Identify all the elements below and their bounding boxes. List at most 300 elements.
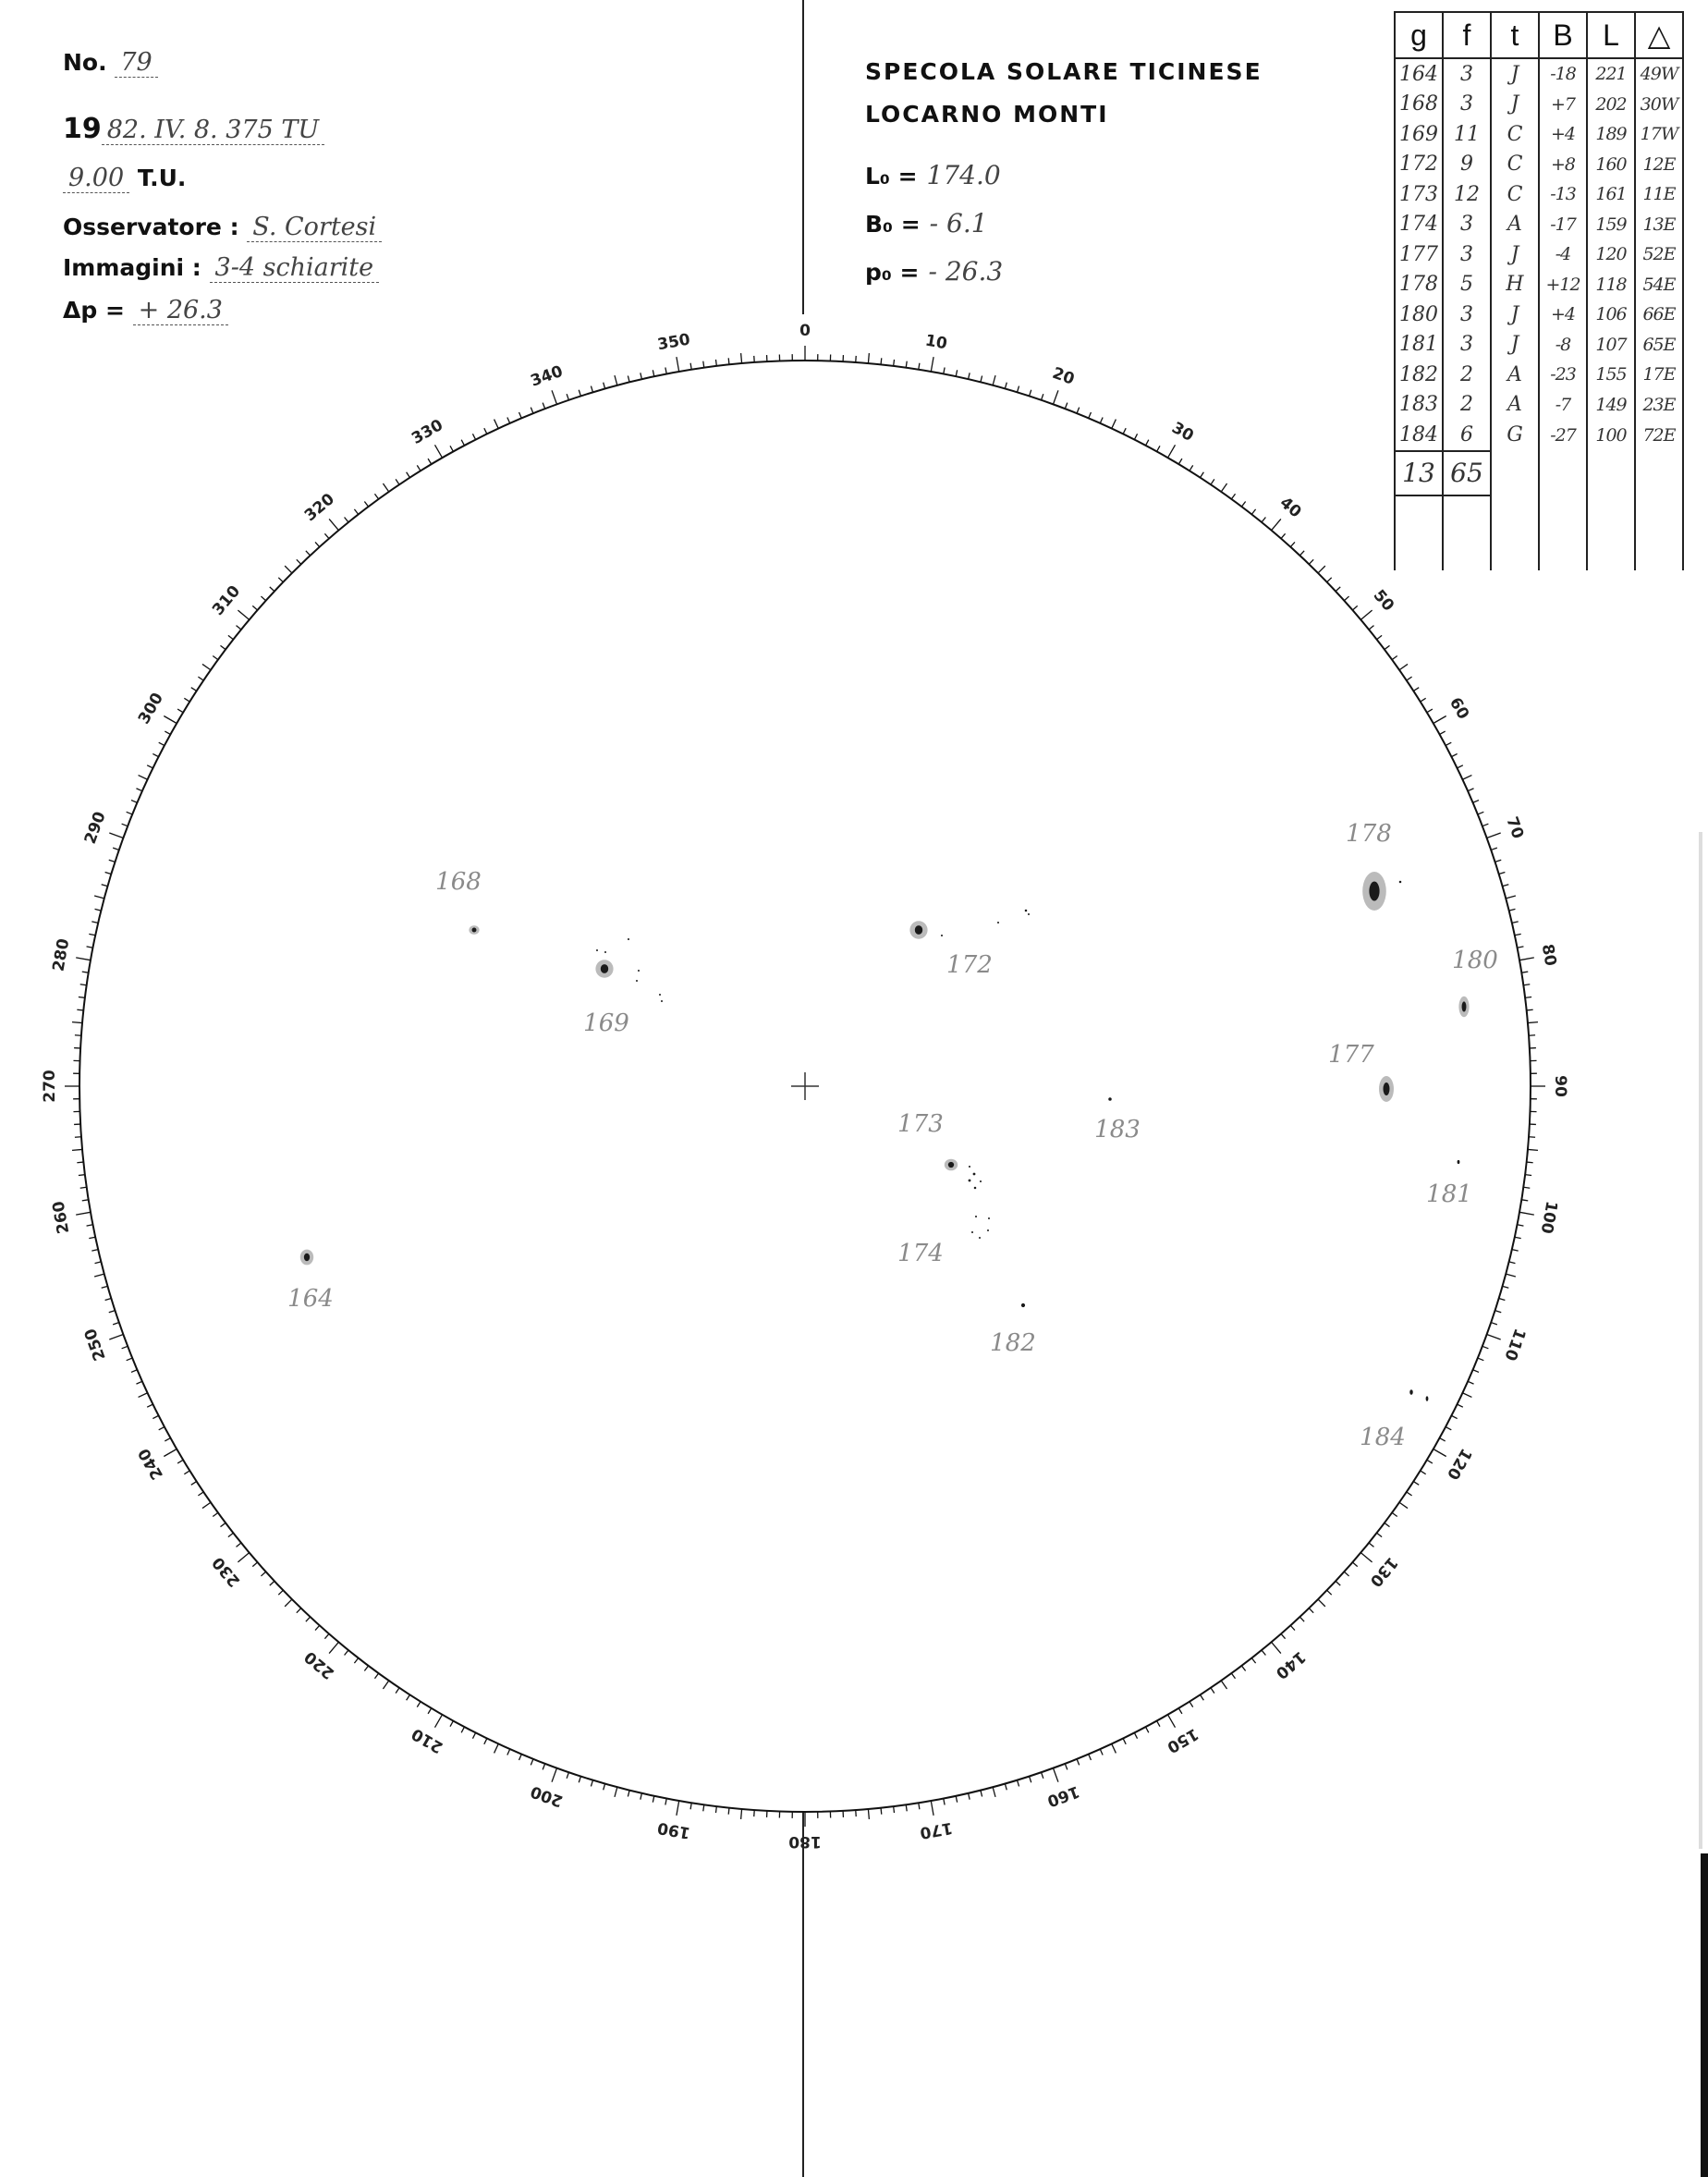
B0-value: - 6.1 (929, 208, 988, 238)
limb-tick (122, 1346, 128, 1349)
sunspot (1399, 881, 1402, 884)
table-cell: +4 (1539, 300, 1587, 330)
limb-tick (407, 1694, 410, 1700)
limb-tick (1053, 390, 1057, 404)
limb-tick (315, 542, 320, 546)
position-angle-label: 60 (1445, 694, 1473, 723)
limb-tick (1146, 1727, 1149, 1732)
limb-tick (324, 533, 329, 538)
sunspot (948, 1162, 954, 1168)
observatory-name-line2: LOCARNO MONTI (865, 101, 1109, 128)
sunspot (979, 1237, 981, 1239)
limb-tick (1458, 765, 1463, 768)
limb-tick (881, 358, 882, 364)
limb-tick (1518, 947, 1524, 948)
limb-tick (1512, 922, 1519, 923)
L0-value: 174.0 (926, 160, 1001, 190)
B0-label: B₀ = (865, 211, 921, 238)
header-g: g (1395, 12, 1443, 58)
limb-tick (1201, 472, 1204, 478)
limb-tick (136, 789, 141, 791)
limb-tick (906, 1804, 907, 1811)
table-cell: 183 (1395, 390, 1443, 421)
limb-tick (109, 833, 123, 838)
limb-tick (105, 872, 112, 874)
table-cell: 11E (1635, 179, 1683, 210)
limb-tick (139, 776, 148, 780)
limb-tick (1262, 518, 1265, 522)
limb-tick (484, 1739, 487, 1744)
limb-tick (131, 1370, 137, 1373)
limb-tick (519, 1755, 522, 1760)
limb-tick (1369, 626, 1373, 630)
p0-label: p₀ = (865, 259, 920, 286)
limb-tick (364, 1666, 368, 1671)
limb-tick (1519, 958, 1534, 960)
position-angle-label: 250 (80, 1326, 110, 1364)
limb-tick (591, 386, 592, 393)
table-cell: 161 (1587, 179, 1635, 210)
limb-tick (931, 1801, 933, 1816)
limb-tick (345, 518, 348, 522)
position-angle-label: 330 (409, 415, 446, 448)
limb-tick (531, 1759, 533, 1765)
limb-tick (191, 688, 197, 691)
limb-tick (87, 947, 93, 948)
limb-tick (665, 368, 666, 374)
limb-tick (396, 1688, 399, 1694)
group-label: 169 (583, 1009, 629, 1037)
position-angle-label: 220 (300, 1646, 338, 1682)
limb-tick (1157, 446, 1160, 451)
limb-tick (1377, 635, 1383, 639)
limb-tick (198, 1492, 203, 1496)
limb-tick (1134, 434, 1137, 439)
limb-tick (238, 610, 249, 619)
table-cell: J (1491, 58, 1539, 90)
limb-tick (1427, 709, 1433, 713)
sunspots (300, 872, 1470, 1401)
limb-tick (1112, 420, 1116, 429)
limb-tick (1030, 390, 1031, 397)
limb-tick (89, 1237, 95, 1238)
limb-tick (1451, 753, 1457, 756)
limb-tick (285, 566, 292, 573)
limb-tick (1077, 1759, 1080, 1765)
position-angle-label: 270 (41, 1070, 59, 1103)
limb-tick (1487, 833, 1501, 838)
group-label: 180 (1452, 947, 1498, 974)
table-cell: J (1491, 239, 1539, 270)
limb-tick (993, 375, 995, 385)
table-cell: 3 (1443, 330, 1491, 361)
limb-tick (461, 1727, 464, 1732)
limb-tick (944, 1799, 945, 1805)
position-angle-label: 130 (1365, 1553, 1401, 1591)
position-angle-label: 150 (1164, 1724, 1202, 1757)
limb-tick (1434, 1449, 1446, 1457)
position-angle-label: 110 (1500, 1326, 1530, 1364)
position-angle-label: 50 (1369, 586, 1398, 616)
header-L: L (1587, 12, 1635, 58)
limb-tick (1077, 408, 1080, 413)
limb-tick (1413, 1482, 1419, 1486)
limb-tick (306, 551, 311, 556)
limb-tick (567, 1772, 568, 1779)
table-cell: 49W (1635, 58, 1683, 90)
limb-tick (1299, 1617, 1304, 1621)
limb-tick (1482, 1346, 1489, 1349)
limb-tick (374, 1673, 378, 1679)
limb-tick (715, 1806, 716, 1813)
limb-tick (628, 376, 629, 383)
group-label: 183 (1094, 1116, 1141, 1144)
limb-tick (1421, 698, 1426, 702)
table-cell: 2 (1443, 390, 1491, 421)
position-angle-label: 280 (49, 936, 74, 973)
limb-tick (94, 896, 104, 899)
limb-tick (1446, 1427, 1451, 1430)
table-cell: 12 (1443, 179, 1491, 210)
table-cell: 5 (1443, 270, 1491, 300)
limb-tick (868, 353, 869, 363)
limb-tick (1123, 428, 1126, 434)
delta-p-value: + 26.3 (133, 296, 228, 325)
limb-tick (428, 1708, 432, 1714)
table-cell: 202 (1587, 90, 1635, 120)
limb-tick (1399, 1502, 1408, 1508)
table-cell: 3 (1443, 90, 1491, 120)
table-cell: J (1491, 90, 1539, 120)
limb-tick (1005, 1784, 1006, 1791)
limb-tick (109, 1334, 123, 1339)
limb-tick (519, 412, 522, 418)
limb-tick (77, 1162, 83, 1163)
limb-tick (484, 428, 487, 434)
limb-tick (1451, 1415, 1457, 1418)
number-value: 79 (115, 48, 157, 78)
limb-tick (1272, 1642, 1281, 1653)
limb-tick (329, 1642, 338, 1653)
limb-tick (1221, 1681, 1226, 1689)
limb-tick (202, 664, 211, 669)
limb-tick (80, 1187, 87, 1188)
table-cell: A (1491, 210, 1539, 240)
limb-tick (1503, 1286, 1509, 1288)
limb-tick (297, 559, 301, 564)
table-cell: 177 (1395, 239, 1443, 270)
limb-tick (1299, 551, 1304, 556)
limb-tick (164, 1449, 177, 1457)
table-cell: 100 (1587, 420, 1635, 451)
limb-tick (1100, 417, 1103, 422)
table-cell: 3 (1443, 58, 1491, 90)
header-delta: △ (1635, 12, 1683, 58)
limb-tick (472, 1732, 475, 1738)
position-angle-label: 350 (655, 330, 692, 355)
table-cell: 3 (1443, 300, 1491, 330)
limb-tick (1392, 655, 1397, 659)
limb-tick (567, 394, 568, 400)
limb-tick (92, 922, 98, 923)
limb-tick (72, 1149, 82, 1150)
limb-tick (1491, 848, 1497, 850)
limb-tick (1468, 1381, 1473, 1384)
scan-edge-shadow (1699, 832, 1702, 1849)
limb-tick (1478, 1358, 1483, 1361)
limb-tick (450, 446, 453, 451)
limb-tick (1509, 1262, 1516, 1264)
limb-tick (1272, 519, 1281, 530)
sunspot (604, 951, 606, 953)
limb-tick (507, 417, 510, 422)
limb-tick (407, 472, 410, 478)
table-cell: 120 (1587, 239, 1635, 270)
limb-tick (1392, 1512, 1397, 1516)
table-cell: C (1491, 150, 1539, 180)
limb-tick (102, 885, 108, 887)
limb-tick (1190, 1702, 1193, 1707)
limb-tick (261, 596, 265, 601)
limb-tick (1352, 605, 1357, 610)
sunspot (969, 1180, 971, 1182)
total-groups: 13 (1395, 451, 1443, 495)
position-angle-label: 260 (49, 1199, 74, 1236)
limb-tick (1407, 677, 1412, 680)
limb-tick (1327, 1590, 1332, 1595)
table-cell: C (1491, 119, 1539, 150)
limb-tick (894, 1806, 895, 1813)
limb-tick (285, 1599, 292, 1607)
limb-tick (329, 519, 338, 530)
limb-tick (868, 1809, 869, 1819)
limb-tick (1309, 559, 1313, 564)
limb-tick (1495, 860, 1502, 862)
limb-tick (220, 645, 226, 649)
limb-tick (1005, 383, 1006, 389)
table-cell: 13E (1635, 210, 1683, 240)
sunspot (304, 1254, 310, 1261)
limb-tick (76, 958, 91, 960)
limb-tick (690, 363, 691, 370)
limb-tick (1318, 566, 1325, 573)
limb-tick (428, 459, 432, 464)
limb-tick (1231, 494, 1235, 499)
position-angle-label: 240 (134, 1445, 167, 1483)
limb-tick (472, 434, 475, 439)
group-label: 174 (897, 1240, 944, 1267)
limb-tick (741, 1809, 742, 1819)
position-angle-label: 170 (918, 1817, 955, 1842)
position-angle-label: 100 (1536, 1199, 1561, 1236)
table-cell: 66E (1635, 300, 1683, 330)
sunspot (971, 1231, 973, 1233)
position-angle-label: 210 (409, 1724, 446, 1757)
table-cell: G (1491, 420, 1539, 451)
limb-tick (1065, 1764, 1068, 1770)
limb-tick (270, 587, 274, 592)
limb-tick (665, 1799, 666, 1805)
limb-tick (969, 1793, 970, 1800)
limb-tick (72, 1022, 82, 1023)
L0-label: L₀ = (865, 163, 918, 190)
table-cell: H (1491, 270, 1539, 300)
limb-tick (906, 361, 907, 368)
limb-tick (591, 1780, 592, 1787)
position-angle-label: 340 (528, 361, 566, 391)
position-angle-label: 10 (923, 331, 949, 354)
limb-tick (159, 1427, 165, 1430)
limb-tick (238, 1553, 249, 1562)
limb-tick (931, 357, 933, 372)
table-cell: 6 (1443, 420, 1491, 451)
limb-tick (87, 1225, 93, 1226)
limb-tick (354, 1658, 358, 1664)
position-angle-label: 300 (134, 690, 167, 728)
table-cell: -7 (1539, 390, 1587, 421)
limb-tick (417, 1702, 421, 1707)
limb-tick (1421, 1471, 1426, 1474)
limb-tick (1336, 587, 1340, 592)
time-value: 9.00 (63, 164, 129, 193)
limb-tick (1527, 1009, 1533, 1010)
limb-tick (127, 1358, 132, 1361)
position-angle-label: 320 (300, 490, 338, 526)
limb-tick (1168, 1715, 1176, 1728)
limb-tick (1515, 934, 1521, 935)
limb-tick (202, 1502, 211, 1508)
table-cell: 169 (1395, 119, 1443, 150)
position-angle-label: 230 (209, 1553, 245, 1591)
table-cell: 184 (1395, 420, 1443, 451)
limb-tick (531, 408, 533, 413)
limb-tick (552, 1768, 556, 1782)
position-angle-label: 80 (1537, 942, 1560, 968)
limb-tick (147, 765, 152, 768)
table-cell: 189 (1587, 119, 1635, 150)
images-label: Immagini : (63, 254, 201, 281)
group-label: 181 (1426, 1180, 1472, 1208)
limb-tick (297, 1608, 301, 1613)
limb-tick (77, 1009, 83, 1010)
limb-tick (507, 1749, 510, 1755)
limb-tick (1369, 1543, 1373, 1547)
limb-tick (252, 1562, 257, 1567)
limb-tick (1525, 1175, 1531, 1176)
limb-tick (1458, 1404, 1463, 1407)
limb-tick (1231, 1673, 1235, 1679)
limb-tick (1440, 1438, 1446, 1441)
table-cell: -13 (1539, 179, 1587, 210)
limb-tick (1251, 509, 1255, 515)
table-cell: 2 (1443, 360, 1491, 390)
limb-tick (270, 1581, 274, 1585)
limb-tick (1018, 1780, 1019, 1787)
limb-tick (1134, 1732, 1137, 1738)
sunspot (975, 1216, 977, 1217)
limb-tick (1506, 896, 1516, 899)
sunspot (1021, 1303, 1025, 1307)
limb-tick (79, 1175, 85, 1176)
limb-tick (76, 1212, 91, 1215)
observatory-name-line1: SPECOLA SOLARE TICINESE (865, 58, 1263, 85)
limb-tick (1168, 445, 1176, 458)
limb-tick (1018, 386, 1019, 393)
limb-tick (396, 479, 399, 484)
limb-tick (364, 501, 368, 507)
limb-tick (1241, 501, 1245, 507)
sunspot (596, 949, 598, 951)
limb-tick (615, 1787, 617, 1797)
limb-tick (237, 626, 241, 630)
limb-tick (604, 1784, 605, 1791)
limb-tick (113, 1323, 119, 1325)
limb-tick (165, 1438, 170, 1441)
limb-tick (919, 1803, 920, 1809)
limb-tick (1146, 440, 1149, 446)
limb-tick (1503, 885, 1509, 887)
table-cell: 149 (1587, 390, 1635, 421)
sunspot (636, 980, 638, 982)
limb-tick (102, 1286, 108, 1288)
sunspot (980, 1180, 982, 1182)
limb-tick (354, 509, 358, 515)
total-spots: 65 (1443, 451, 1491, 495)
limb-tick (1344, 1572, 1348, 1576)
table-cell: +7 (1539, 90, 1587, 120)
sunspot (997, 922, 999, 923)
table-cell: 65E (1635, 330, 1683, 361)
limb-tick (122, 824, 128, 826)
limb-tick (127, 812, 132, 814)
limb-tick (177, 709, 183, 713)
limb-tick (993, 1787, 995, 1797)
limb-tick (1462, 776, 1471, 780)
table-cell: 3 (1443, 239, 1491, 270)
table-cell: 54E (1635, 270, 1683, 300)
limb-tick (919, 363, 920, 370)
limb-tick (184, 698, 189, 702)
position-angle-label: 70 (1502, 814, 1528, 842)
limb-tick (552, 390, 556, 404)
limb-tick (147, 1404, 152, 1407)
group-label: 168 (435, 868, 482, 896)
limb-tick (184, 1471, 189, 1474)
limb-tick (1487, 1334, 1501, 1339)
limb-tick (543, 403, 545, 410)
table-cell: J (1491, 300, 1539, 330)
limb-tick (1211, 1688, 1214, 1694)
limb-tick (278, 1590, 283, 1595)
date-value: 82. IV. 8. 375 TU (102, 116, 324, 145)
limb-tick (1089, 412, 1092, 418)
limb-tick (213, 655, 218, 659)
limb-tick (1499, 872, 1506, 874)
sunspot (1384, 1082, 1390, 1095)
table-cell: 17W (1635, 119, 1683, 150)
position-angle-label: 190 (655, 1817, 692, 1842)
limb-tick (1344, 596, 1348, 601)
limb-tick (543, 1764, 545, 1770)
limb-tick (579, 390, 580, 397)
limb-tick (165, 731, 170, 734)
limb-tick (1407, 1492, 1412, 1496)
table-cell: A (1491, 390, 1539, 421)
table-cell: 173 (1395, 179, 1443, 210)
disk-center-cross (791, 1072, 819, 1100)
limb-tick (640, 373, 642, 379)
sunspot (601, 964, 608, 973)
